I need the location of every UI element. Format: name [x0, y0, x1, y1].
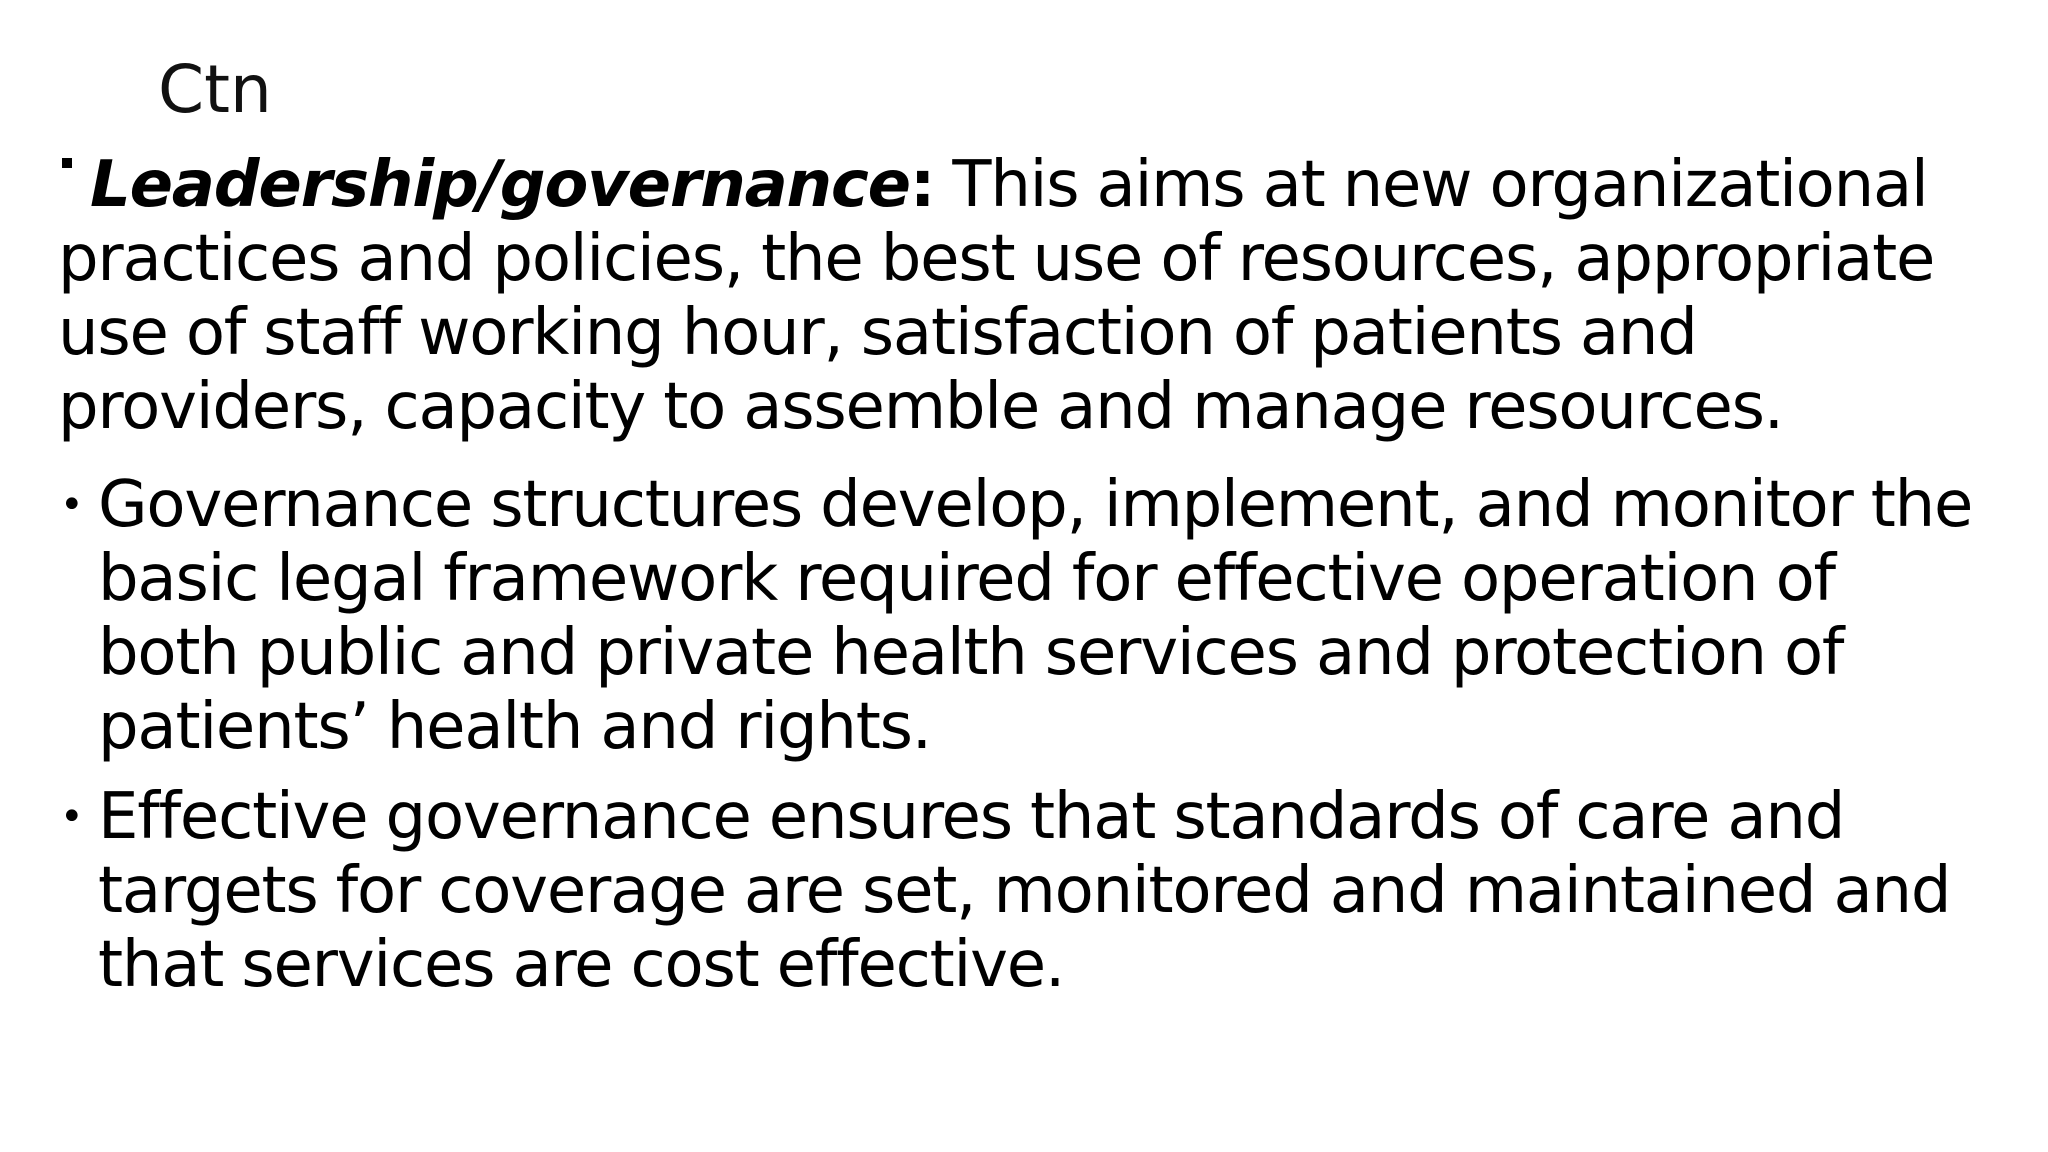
bullet-dot-icon: • — [60, 794, 83, 840]
term-colon: : — [909, 148, 935, 222]
leadership-paragraph — [58, 148, 2018, 444]
bullet-list — [58, 468, 1988, 1018]
bullet-text: Governance structures develop, implement, and monitor the basic legal framework required for effective operation of both public and private health services and protection of patients’ health and rights. — [98, 468, 1973, 764]
leadership-term: Leadership/governance — [90, 148, 910, 222]
slide-title: Ctn — [158, 51, 272, 128]
square-bullet-icon — [62, 158, 72, 168]
bullet-effective-governance — [58, 780, 1988, 1002]
leadership-description: This aims at new organizational practices and policies, the best use of resources, appropriate use of staff working hour, satisfaction of patients and providers, capacity to assemble and manage resources. — [58, 148, 1935, 444]
bullet-text: Effective governance ensures that standards of care and targets for coverage are set, monitored and maintained and that services are cost effective. — [98, 780, 1951, 1002]
bullet-dot-icon: • — [60, 482, 83, 528]
bullet-governance-structures — [58, 468, 1988, 764]
